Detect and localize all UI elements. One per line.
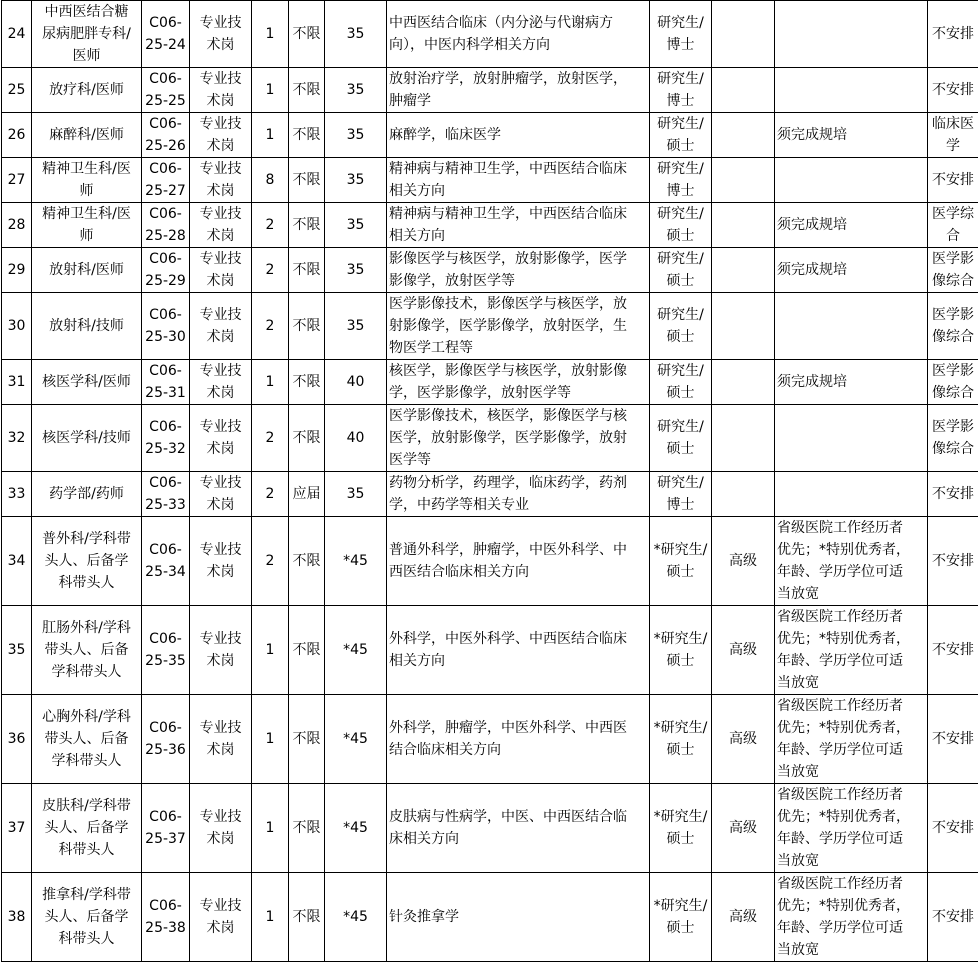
other-requirements-cell (775, 68, 928, 113)
position-code-cell: C06- 25-25 (142, 68, 190, 113)
exam-subject-cell: 医学影 像综合 (928, 293, 978, 360)
major-cell: 外科学，中医外科学、中西医结合临床 相关方向 (387, 606, 650, 695)
major-cell: 医学影像技术，核医学，影像医学与核 医学，放射影像学，医学影像学，放射 医学等 (387, 405, 650, 472)
other-requirements-cell: 省级医院工作经历者 优先；*特别优秀者， 年龄、学历学位可适 当放宽 (775, 873, 928, 962)
professional-title-cell (712, 293, 775, 360)
age-limit-cell: 40 (325, 360, 387, 405)
row-number-cell: 28 (2, 203, 32, 248)
major-cell: 中西医结合临床（内分泌与代谢病方 向），中医内科学相关方向 (387, 1, 650, 68)
post-category-cell: 专业技 术岗 (190, 68, 252, 113)
professional-title-cell: 高级 (712, 873, 775, 962)
other-requirements-cell (775, 405, 928, 472)
exam-subject-cell: 不安排 (928, 517, 978, 606)
table-row (2, 360, 978, 405)
row-number-cell: 25 (2, 68, 32, 113)
candidate-type-cell: 不限 (289, 695, 325, 784)
exam-subject-cell: 医学影 像综合 (928, 405, 978, 472)
post-category-cell: 专业技 术岗 (190, 695, 252, 784)
position-code-cell: C06- 25-36 (142, 695, 190, 784)
exam-subject-cell: 医学影 像综合 (928, 248, 978, 293)
position-code-cell: C06- 25-28 (142, 203, 190, 248)
other-requirements-cell: 须完成规培 (775, 248, 928, 293)
row-number-cell: 30 (2, 293, 32, 360)
exam-subject-cell: 医学影 像综合 (928, 360, 978, 405)
age-limit-cell: *45 (325, 873, 387, 962)
professional-title-cell (712, 248, 775, 293)
candidate-type-cell: 应届 (289, 472, 325, 517)
major-cell: 医学影像技术，影像医学与核医学，放 射影像学，医学影像学，放射医学，生 物医学工程等 (387, 293, 650, 360)
professional-title-cell (712, 472, 775, 517)
major-cell: 精神病与精神卫生学，中西医结合临床 相关方向 (387, 203, 650, 248)
age-limit-cell: 35 (325, 472, 387, 517)
department-position-cell: 心胸外科/学科 带头人、后备 学科带头人 (32, 695, 142, 784)
position-code-cell: C06- 25-38 (142, 873, 190, 962)
headcount-cell: 2 (252, 203, 289, 248)
department-position-cell: 核医学科/医师 (32, 360, 142, 405)
age-limit-cell: 35 (325, 68, 387, 113)
headcount-cell: 2 (252, 472, 289, 517)
major-cell: 外科学，肿瘤学，中医外科学、中西医 结合临床相关方向 (387, 695, 650, 784)
education-cell: 研究生/ 硕士 (650, 405, 712, 472)
department-position-cell: 放射科/技师 (32, 293, 142, 360)
professional-title-cell (712, 68, 775, 113)
post-category-cell: 专业技 术岗 (190, 203, 252, 248)
education-cell: *研究生/ 硕士 (650, 695, 712, 784)
post-category-cell: 专业技 术岗 (190, 873, 252, 962)
table-row (2, 784, 978, 873)
professional-title-cell (712, 203, 775, 248)
candidate-type-cell: 不限 (289, 248, 325, 293)
row-number-cell: 35 (2, 606, 32, 695)
other-requirements-cell: 省级医院工作经历者 优先；*特别优秀者， 年龄、学历学位可适 当放宽 (775, 695, 928, 784)
row-number-cell: 26 (2, 113, 32, 158)
candidate-type-cell: 不限 (289, 113, 325, 158)
education-cell: *研究生/ 硕士 (650, 873, 712, 962)
candidate-type-cell: 不限 (289, 293, 325, 360)
candidate-type-cell: 不限 (289, 873, 325, 962)
major-cell: 普通外科学，肿瘤学，中医外科学、中 西医结合临床相关方向 (387, 517, 650, 606)
exam-subject-cell: 不安排 (928, 158, 978, 203)
row-number-cell: 29 (2, 248, 32, 293)
post-category-cell: 专业技 术岗 (190, 248, 252, 293)
position-code-cell: C06- 25-32 (142, 405, 190, 472)
headcount-cell: 1 (252, 113, 289, 158)
post-category-cell: 专业技 术岗 (190, 517, 252, 606)
major-cell: 精神病与精神卫生学，中西医结合临床 相关方向 (387, 158, 650, 203)
post-category-cell: 专业技 术岗 (190, 113, 252, 158)
headcount-cell: 2 (252, 293, 289, 360)
exam-subject-cell: 临床医 学 (928, 113, 978, 158)
exam-subject-cell: 不安排 (928, 606, 978, 695)
row-number-cell: 31 (2, 360, 32, 405)
row-number-cell: 37 (2, 784, 32, 873)
candidate-type-cell: 不限 (289, 606, 325, 695)
other-requirements-cell: 须完成规培 (775, 113, 928, 158)
education-cell: 研究生/ 博士 (650, 158, 712, 203)
table-row (2, 873, 978, 962)
position-code-cell: C06- 25-31 (142, 360, 190, 405)
table-row (2, 203, 978, 248)
position-code-cell: C06- 25-30 (142, 293, 190, 360)
headcount-cell: 1 (252, 360, 289, 405)
headcount-cell: 1 (252, 695, 289, 784)
major-cell: 放射治疗学，放射肿瘤学，放射医学， 肿瘤学 (387, 68, 650, 113)
education-cell: 研究生/ 硕士 (650, 248, 712, 293)
position-code-cell: C06- 25-24 (142, 1, 190, 68)
age-limit-cell: *45 (325, 517, 387, 606)
other-requirements-cell: 须完成规培 (775, 360, 928, 405)
age-limit-cell: *45 (325, 695, 387, 784)
other-requirements-cell: 须完成规培 (775, 203, 928, 248)
candidate-type-cell: 不限 (289, 360, 325, 405)
age-limit-cell: 40 (325, 405, 387, 472)
department-position-cell: 皮肤科/学科带 头人、后备学 科带头人 (32, 784, 142, 873)
age-limit-cell: *45 (325, 606, 387, 695)
table-row (2, 113, 978, 158)
post-category-cell: 专业技 术岗 (190, 472, 252, 517)
professional-title-cell: 高级 (712, 784, 775, 873)
row-number-cell: 38 (2, 873, 32, 962)
professional-title-cell: 高级 (712, 606, 775, 695)
other-requirements-cell: 省级医院工作经历者 优先；*特别优秀者， 年龄、学历学位可适 当放宽 (775, 606, 928, 695)
department-position-cell: 放疗科/医师 (32, 68, 142, 113)
major-cell: 皮肤病与性病学，中医、中西医结合临 床相关方向 (387, 784, 650, 873)
position-code-cell: C06- 25-35 (142, 606, 190, 695)
headcount-cell: 2 (252, 248, 289, 293)
exam-subject-cell: 不安排 (928, 873, 978, 962)
candidate-type-cell: 不限 (289, 158, 325, 203)
candidate-type-cell: 不限 (289, 203, 325, 248)
post-category-cell: 专业技 术岗 (190, 784, 252, 873)
department-position-cell: 普外科/学科带 头人、后备学 科带头人 (32, 517, 142, 606)
education-cell: 研究生/ 硕士 (650, 203, 712, 248)
other-requirements-cell (775, 158, 928, 203)
exam-subject-cell: 不安排 (928, 784, 978, 873)
headcount-cell: 2 (252, 517, 289, 606)
post-category-cell: 专业技 术岗 (190, 405, 252, 472)
age-limit-cell: 35 (325, 203, 387, 248)
age-limit-cell: 35 (325, 1, 387, 68)
position-code-cell: C06- 25-26 (142, 113, 190, 158)
major-cell: 核医学，影像医学与核医学，放射影像 学，医学影像学，放射医学等 (387, 360, 650, 405)
post-category-cell: 专业技 术岗 (190, 158, 252, 203)
exam-subject-cell: 不安排 (928, 68, 978, 113)
headcount-cell: 8 (252, 158, 289, 203)
headcount-cell: 1 (252, 784, 289, 873)
table-row (2, 405, 978, 472)
education-cell: *研究生/ 硕士 (650, 606, 712, 695)
table-row (2, 248, 978, 293)
candidate-type-cell: 不限 (289, 517, 325, 606)
age-limit-cell: 35 (325, 158, 387, 203)
post-category-cell: 专业技 术岗 (190, 1, 252, 68)
age-limit-cell: 35 (325, 248, 387, 293)
table-row (2, 1, 978, 68)
professional-title-cell: 高级 (712, 517, 775, 606)
table-row (2, 472, 978, 517)
department-position-cell: 肛肠外科/学科 带头人、后备 学科带头人 (32, 606, 142, 695)
post-category-cell: 专业技 术岗 (190, 360, 252, 405)
major-cell: 针灸推拿学 (387, 873, 650, 962)
education-cell: *研究生/ 硕士 (650, 784, 712, 873)
exam-subject-cell: 不安排 (928, 472, 978, 517)
row-number-cell: 36 (2, 695, 32, 784)
department-position-cell: 精神卫生科/医 师 (32, 158, 142, 203)
professional-title-cell: 高级 (712, 695, 775, 784)
position-code-cell: C06- 25-27 (142, 158, 190, 203)
candidate-type-cell: 不限 (289, 405, 325, 472)
candidate-type-cell: 不限 (289, 784, 325, 873)
table-row (2, 293, 978, 360)
recruitment-table (1, 0, 978, 962)
major-cell: 药物分析学，药理学，临床药学，药剂 学，中药学等相关专业 (387, 472, 650, 517)
education-cell: 研究生/ 博士 (650, 472, 712, 517)
exam-subject-cell: 不安排 (928, 1, 978, 68)
row-number-cell: 27 (2, 158, 32, 203)
professional-title-cell (712, 1, 775, 68)
exam-subject-cell: 医学综 合 (928, 203, 978, 248)
row-number-cell: 33 (2, 472, 32, 517)
other-requirements-cell (775, 293, 928, 360)
age-limit-cell: 35 (325, 293, 387, 360)
headcount-cell: 1 (252, 68, 289, 113)
professional-title-cell (712, 158, 775, 203)
headcount-cell: 1 (252, 873, 289, 962)
headcount-cell: 1 (252, 606, 289, 695)
position-code-cell: C06- 25-37 (142, 784, 190, 873)
table-row (2, 158, 978, 203)
education-cell: 研究生/ 硕士 (650, 360, 712, 405)
education-cell: 研究生/ 硕士 (650, 293, 712, 360)
education-cell: *研究生/ 硕士 (650, 517, 712, 606)
education-cell: 研究生/ 博士 (650, 68, 712, 113)
major-cell: 影像医学与核医学，放射影像学，医学 影像学，放射医学等 (387, 248, 650, 293)
other-requirements-cell: 省级医院工作经历者 优先；*特别优秀者， 年龄、学历学位可适 当放宽 (775, 517, 928, 606)
table-row (2, 695, 978, 784)
candidate-type-cell: 不限 (289, 1, 325, 68)
age-limit-cell: *45 (325, 784, 387, 873)
department-position-cell: 推拿科/学科带 头人、后备学 科带头人 (32, 873, 142, 962)
professional-title-cell (712, 405, 775, 472)
department-position-cell: 放射科/医师 (32, 248, 142, 293)
headcount-cell: 2 (252, 405, 289, 472)
table-body (2, 1, 978, 962)
education-cell: 研究生/ 硕士 (650, 113, 712, 158)
post-category-cell: 专业技 术岗 (190, 606, 252, 695)
position-code-cell: C06- 25-29 (142, 248, 190, 293)
position-code-cell: C06- 25-33 (142, 472, 190, 517)
headcount-cell: 1 (252, 1, 289, 68)
major-cell: 麻醉学，临床医学 (387, 113, 650, 158)
row-number-cell: 34 (2, 517, 32, 606)
department-position-cell: 精神卫生科/医 师 (32, 203, 142, 248)
table-row (2, 68, 978, 113)
other-requirements-cell (775, 472, 928, 517)
department-position-cell: 麻醉科/医师 (32, 113, 142, 158)
department-position-cell: 核医学科/技师 (32, 405, 142, 472)
professional-title-cell (712, 113, 775, 158)
row-number-cell: 24 (2, 1, 32, 68)
other-requirements-cell (775, 1, 928, 68)
exam-subject-cell: 不安排 (928, 695, 978, 784)
post-category-cell: 专业技 术岗 (190, 293, 252, 360)
professional-title-cell (712, 360, 775, 405)
department-position-cell: 药学部/药师 (32, 472, 142, 517)
department-position-cell: 中西医结合糖 尿病肥胖专科/ 医师 (32, 1, 142, 68)
table-row (2, 517, 978, 606)
other-requirements-cell: 省级医院工作经历者 优先；*特别优秀者， 年龄、学历学位可适 当放宽 (775, 784, 928, 873)
education-cell: 研究生/ 博士 (650, 1, 712, 68)
row-number-cell: 32 (2, 405, 32, 472)
age-limit-cell: 35 (325, 113, 387, 158)
position-code-cell: C06- 25-34 (142, 517, 190, 606)
table-row (2, 606, 978, 695)
candidate-type-cell: 不限 (289, 68, 325, 113)
